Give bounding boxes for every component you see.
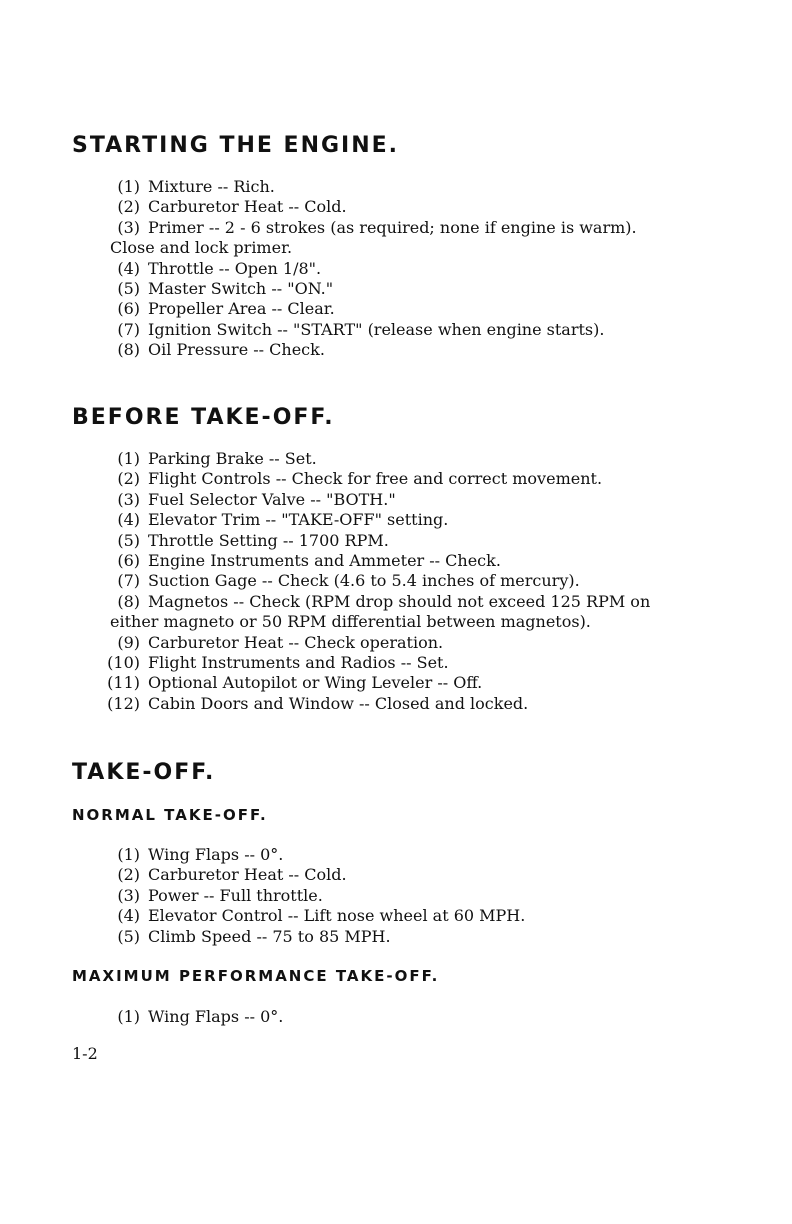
item-number: (6)	[117, 550, 140, 570]
item-text: Close and lock primer.	[110, 238, 293, 258]
list-item	[0, 299, 792, 319]
item-text: Mixture -- Rich.	[148, 177, 275, 196]
item-text: Throttle -- Open 1/8".	[148, 258, 322, 278]
item-number: (3)	[117, 885, 140, 905]
item-number: (4)	[117, 258, 140, 278]
item-number: (5)	[117, 530, 140, 550]
item-number: (2)	[117, 865, 140, 885]
list-item-continuation	[0, 612, 792, 632]
heading-before-take-off: BEFORE TAKE-OFF.	[72, 405, 335, 430]
list-item	[0, 279, 792, 299]
item-text: Engine Instruments and Ammeter -- Check.	[148, 550, 501, 570]
list-item	[0, 653, 792, 673]
list-item	[0, 845, 792, 865]
item-text: Power -- Full throttle.	[148, 885, 323, 905]
item-text: Carburetor Heat -- Cold.	[148, 197, 347, 217]
list-item	[0, 886, 792, 906]
list-item	[0, 340, 792, 360]
normal-takeoff-checklist	[0, 845, 792, 947]
item-text: Elevator Trim -- "TAKE-OFF" setting.	[148, 510, 449, 530]
list-item	[0, 906, 792, 926]
list-item	[0, 218, 792, 238]
item-number: (7)	[117, 571, 140, 591]
item-text: Optional Autopilot or Wing Leveler -- Off.	[148, 673, 483, 693]
list-item	[0, 259, 792, 279]
heading-starting-the-engine: STARTING THE ENGINE.	[72, 133, 400, 158]
item-number: (3)	[117, 489, 140, 509]
item-text: Ignition Switch -- "START" (release when engine starts).	[148, 319, 605, 339]
list-item	[0, 320, 792, 340]
heading-take-off: TAKE-OFF.	[72, 760, 216, 785]
item-text: Wing Flaps -- 0°.	[148, 1007, 284, 1026]
list-item	[0, 1007, 792, 1027]
list-item	[0, 510, 792, 530]
item-number: (3)	[117, 217, 140, 237]
item-text: Throttle Setting -- 1700 RPM.	[148, 530, 389, 550]
subheading-normal-take-off: NORMAL TAKE-OFF.	[72, 806, 268, 824]
item-text: Carburetor Heat -- Check operation.	[148, 632, 444, 652]
item-number: (1)	[117, 449, 140, 468]
item-number: (6)	[117, 299, 140, 319]
subheading-maximum-performance-take-off: MAXIMUM PERFORMANCE TAKE-OFF.	[72, 967, 440, 985]
item-number: (8)	[117, 591, 140, 611]
item-number: (5)	[117, 926, 140, 946]
list-item	[0, 490, 792, 510]
item-text: Carburetor Heat -- Cold.	[148, 865, 347, 885]
list-item	[0, 571, 792, 591]
item-text: Flight Instruments and Radios -- Set.	[148, 652, 449, 672]
item-text: Flight Controls -- Check for free and correct movement.	[148, 469, 603, 489]
item-number: (1)	[117, 177, 140, 196]
item-text: Master Switch -- "ON."	[148, 278, 334, 298]
item-number: (11)	[107, 673, 140, 693]
list-item	[0, 551, 792, 571]
item-number: (8)	[117, 340, 140, 360]
item-text: Fuel Selector Valve -- "BOTH."	[148, 489, 396, 509]
starting-checklist	[0, 177, 792, 361]
list-item	[0, 694, 792, 714]
item-number: (7)	[117, 319, 140, 339]
list-item	[0, 865, 792, 885]
item-text: Cabin Doors and Window -- Closed and locked.	[148, 693, 529, 713]
list-item	[0, 469, 792, 489]
list-item	[0, 927, 792, 947]
item-number: (1)	[117, 845, 140, 864]
item-text: either magneto or 50 RPM differential between magnetos).	[110, 612, 591, 632]
maximum-performance-takeoff-checklist	[0, 1007, 792, 1027]
item-text: Propeller Area -- Clear.	[148, 299, 335, 319]
item-text: Wing Flaps -- 0°.	[148, 845, 284, 864]
item-text: Oil Pressure -- Check.	[148, 340, 325, 360]
list-item	[0, 531, 792, 551]
item-number: (1)	[117, 1007, 140, 1026]
list-item	[0, 673, 792, 693]
item-number: (4)	[117, 510, 140, 530]
list-item	[0, 197, 792, 217]
item-text: Climb Speed -- 75 to 85 MPH.	[148, 926, 391, 946]
item-text: Primer -- 2 - 6 strokes (as required; none if engine is warm).	[148, 217, 637, 237]
list-item	[0, 177, 792, 197]
item-number: (2)	[117, 469, 140, 489]
list-item-continuation	[0, 238, 792, 258]
item-text: Parking Brake -- Set.	[148, 449, 317, 468]
before-takeoff-checklist	[0, 449, 792, 714]
item-text: Magnetos -- Check (RPM drop should not exceed 125 RPM on	[148, 591, 651, 611]
item-number: (9)	[117, 632, 140, 652]
list-item	[0, 592, 792, 612]
item-number: (12)	[107, 693, 140, 713]
list-item	[0, 449, 792, 469]
item-text: Suction Gage -- Check (4.6 to 5.4 inches of mercury).	[148, 571, 580, 591]
item-number: (5)	[117, 278, 140, 298]
page-number: 1-2	[72, 1044, 98, 1063]
item-number: (4)	[117, 906, 140, 926]
item-number: (2)	[117, 197, 140, 217]
list-item	[0, 633, 792, 653]
item-number: (10)	[107, 652, 140, 672]
item-text: Elevator Control -- Lift nose wheel at 60 MPH.	[148, 906, 526, 926]
